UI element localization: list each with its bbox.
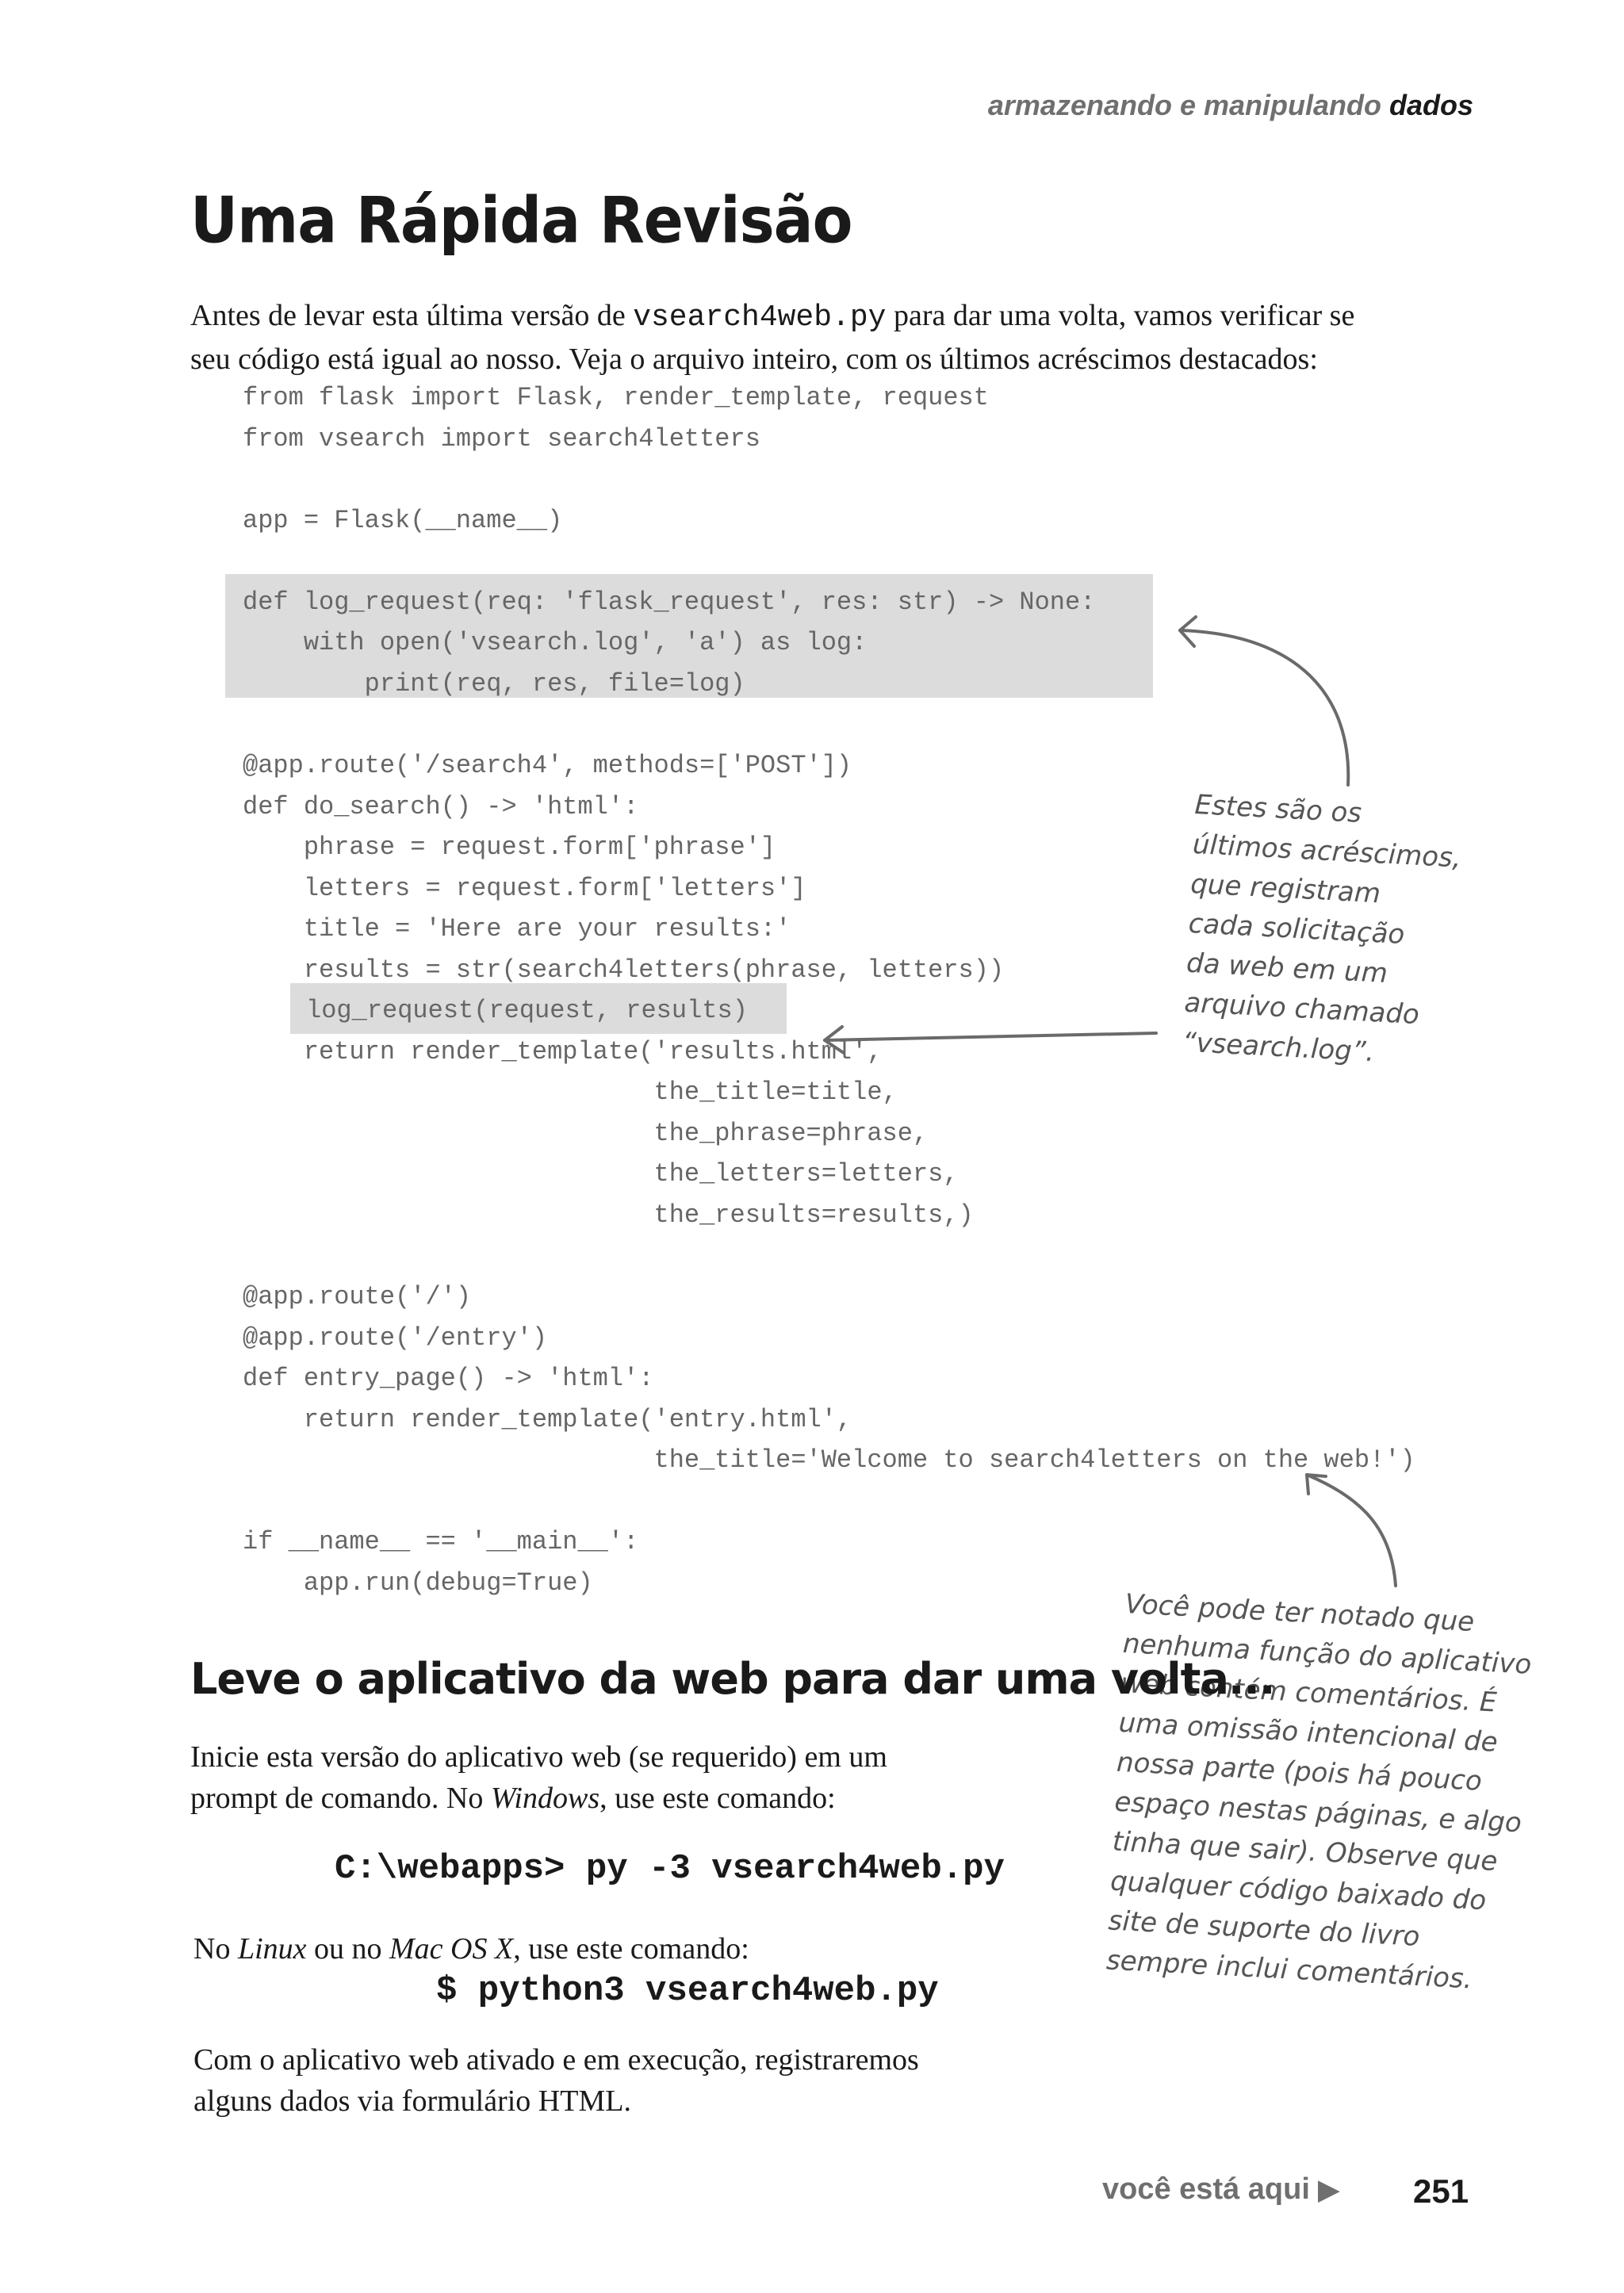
annotation-line: Estes são os <box>1193 788 1363 829</box>
code-line: def entry_page() -> 'html': <box>243 1364 654 1393</box>
section-emphasis-linux: Linux <box>237 1932 307 1966</box>
code-line: phrase = request.form['phrase'] <box>243 833 776 862</box>
annotation-line: nenhuma função do aplicativo <box>1122 1627 1533 1681</box>
code-line: the_title='Welcome to search4letters on the web!') <box>243 1445 1415 1475</box>
annotation-line: nossa parte (pois há pouco <box>1116 1746 1483 1797</box>
code-line: the_results=results,) <box>243 1200 974 1230</box>
section-text: , use este comando: <box>513 1932 749 1966</box>
annotation-line: uma omissão intencional de <box>1117 1706 1499 1759</box>
annotation-line: “vsearch.log”. <box>1181 1026 1376 1069</box>
section-text: prompt de comando. No <box>190 1782 484 1815</box>
code-line: the_title=title, <box>243 1078 898 1107</box>
intro-line-2: seu código está igual ao nosso. Veja o arquivo inteiro, com os últimos acréscimos destacados: <box>190 343 1318 376</box>
section-paragraph-1 <box>190 1736 887 1819</box>
section-text: , use este comando: <box>599 1782 836 1815</box>
code-line: def log_request(req: 'flask_request', res: str) -> None: <box>243 588 1096 617</box>
command-unix: $ python3 vsearch4web.py <box>436 1971 939 2011</box>
section-emphasis-macos: Mac OS X <box>389 1932 514 1966</box>
section-line <box>190 1778 887 1819</box>
command-windows: C:\webapps> py -3 vsearch4web.py <box>335 1849 1005 1889</box>
code-line: @app.route('/search4', methods=['POST']) <box>243 751 852 780</box>
code-line: from flask import Flask, render_template, request <box>243 383 989 412</box>
code-line: from vsearch import search4letters <box>243 424 760 454</box>
section-line: Inicie esta versão do aplicativo web (se requerido) em um <box>190 1740 887 1774</box>
annotation-line: sempre inclui comentários. <box>1105 1944 1473 1996</box>
code-line: the_letters=letters, <box>243 1159 959 1189</box>
code-line: if __name__ == '__main__': <box>243 1527 639 1556</box>
code-line: with open('vsearch.log', 'a') as log: <box>243 628 868 657</box>
page-title: Uma Rápida Revisão <box>190 184 852 258</box>
code-line: app = Flask(__name__) <box>243 506 563 535</box>
code-line: return render_template('results.html', <box>243 1037 883 1066</box>
annotation-line: espaço nestas páginas, e algo <box>1113 1786 1522 1839</box>
intro-text-2: para dar uma volta, vamos verificar se <box>893 299 1355 332</box>
footer-label <box>1102 2172 1339 2207</box>
section-text: ou no <box>314 1932 382 1966</box>
annotation-line: arquivo chamado <box>1183 986 1420 1032</box>
code-line: app.run(debug=True) <box>243 1568 593 1598</box>
footer-label-text: você está aqui <box>1102 2172 1310 2206</box>
code-line: @app.route('/') <box>243 1282 472 1311</box>
section-line: Com o aplicativo web ativado e em execução, registraremos <box>193 2043 919 2077</box>
annotation-line: Você pode ter notado que <box>1124 1587 1476 1639</box>
intro-text-1: Antes de levar esta última versão de <box>190 299 626 332</box>
section-line: alguns dados via formulário HTML. <box>193 2084 631 2118</box>
code-line: title = 'Here are your results:' <box>243 914 791 944</box>
code-line: letters = request.form['letters'] <box>243 874 806 903</box>
arrow-to-log-request-def <box>1180 630 1348 785</box>
annotation-line: cada solicitação <box>1187 907 1406 951</box>
annotation-line: últimos acréscimos, <box>1192 828 1462 875</box>
intro-filename: vsearch4web.py <box>633 301 887 335</box>
section-paragraph-2 <box>193 1928 749 1970</box>
code-line: @app.route('/entry') <box>243 1323 548 1353</box>
section-emphasis-windows: Windows <box>490 1782 600 1815</box>
code-line: return render_template('entry.html', <box>243 1405 852 1434</box>
running-head-prefix: armazenando e manipulando <box>987 89 1381 121</box>
running-head-emphasis: dados <box>1388 89 1473 121</box>
page-number: 251 <box>1413 2172 1469 2210</box>
annotation-line: web contém comentários. É <box>1120 1667 1498 1719</box>
arrow-to-log-request-call <box>825 1033 1156 1040</box>
section-paragraph-3 <box>193 2039 919 2122</box>
annotation-line: que registram <box>1189 867 1381 910</box>
arrow-to-welcome-line <box>1307 1475 1396 1586</box>
code-line: def do_search() -> 'html': <box>243 792 639 821</box>
code-line: log_request(request, results) <box>306 996 748 1025</box>
annotation-line: site de suporte do livro <box>1107 1904 1421 1953</box>
code-line: the_phrase=phrase, <box>243 1119 929 1148</box>
code-line: print(req, res, file=log) <box>243 669 745 699</box>
code-line: results = str(search4letters(phrase, letters)) <box>243 955 1005 985</box>
annotation-line: da web em um <box>1185 947 1388 990</box>
section-text: No <box>193 1932 231 1966</box>
annotation-line: tinha que sair). Observe que <box>1111 1825 1499 1878</box>
section-title: Leve o aplicativo da web para dar uma volta... <box>190 1654 1275 1704</box>
triangle-right-icon: ▶ <box>1318 2175 1339 2205</box>
annotation-line: qualquer código baixado do <box>1109 1865 1488 1917</box>
